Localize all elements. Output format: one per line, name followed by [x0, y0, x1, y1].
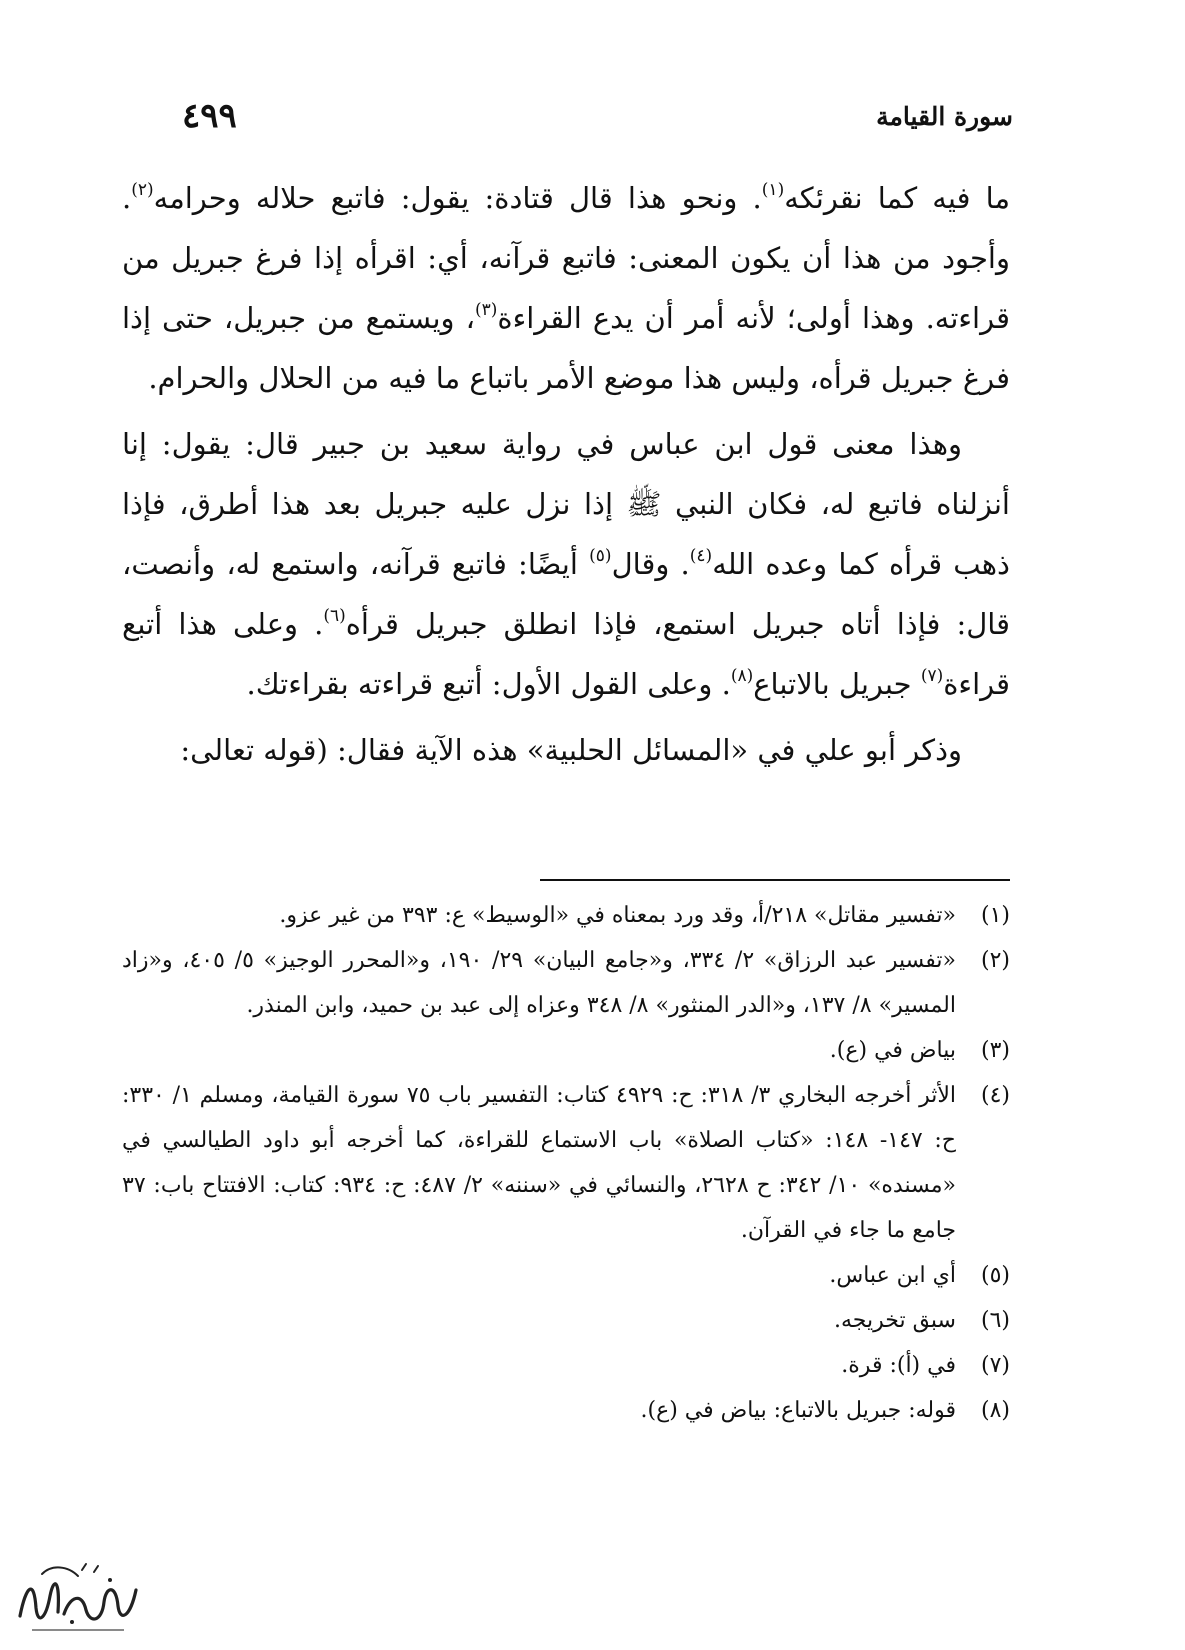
footnote-number: (٧) [980, 1353, 1010, 1378]
footnote-text: الأثر أخرجه البخاري ٣/ ٣١٨: ح: ٤٩٢٩ كتاب: التفسير باب ٧٥ سورة القيامة، ومسلم ١/ ٣٣٠: ح: ١٤٧- ١٤٨: «كتاب الصلاة» باب الاستماع للقراءة، كما أخرجه أبو داود الطيالسي في «مسنده» ١٠/ ٣٤٢: ح ٢٦٢٨، والنسائي في «سننه» ٢/ ٤٨٧: ح: ٩٣٤: كتاب: الافتتاح باب: ٣٧ جامع ما جاء في القرآن. [122, 1083, 957, 1243]
footnote-text: أي ابن عباس. [829, 1263, 956, 1288]
calligraphy-logo-icon [12, 1556, 144, 1638]
footnote-item [122, 1388, 1010, 1433]
footnote-text: قوله: جبريل بالاتباع: بياض في (ع). [640, 1398, 956, 1423]
footnote-number: (٤) [980, 1083, 1010, 1108]
text-span: . وقال [611, 547, 690, 581]
text-span: . وعلى هذا أتبع قراءة [122, 607, 1010, 701]
text-span: أيضًا: فاتبع قرآنه، واستمع له، وأنصت، قال: فإذا أتاه جبريل استمع، فإذا انطلق جبريل قرأه [122, 547, 1010, 641]
footnotes [122, 893, 1010, 1433]
text-span: ما فيه كما نقرئكه [784, 181, 1010, 215]
main-text [122, 168, 1010, 780]
footnote-number: (٣) [980, 1038, 1010, 1063]
footnote-ref-6: (٦) [323, 606, 346, 626]
surah-title: سورة القيامة [876, 102, 1013, 131]
text-span: . وأجود من هذا أن يكون المعنى: فاتبع قرآنه، أي: اقرأه إذا فرغ جبريل من قراءته. وهذا أولى؛ لأنه أمر أن يدع القراءة [122, 181, 1010, 335]
footnote-ref-4: (٤) [689, 546, 713, 566]
footnote-text: «تفسير عبد الرزاق» ٢/ ٣٣٤، و«جامع البيان» ٢٩/ ١٩٠، و«المحرر الوجيز» ٥/ ٤٠٥، و«زاد المسير» ٨/ ١٣٧، و«الدر المنثور» ٨/ ٣٤٨ وعزاه إلى عبد بن حميد، وابن المنذر. [122, 948, 957, 1018]
footnote-text: «تفسير مقاتل» ٢١٨/أ، وقد ورد بمعناه في «الوسيط» ع: ٣٩٣ من غير عزو. [279, 903, 956, 928]
footnote-ref-8: (٨) [730, 666, 754, 686]
text-span: جبريل بالاتباع [753, 667, 921, 701]
footnote-item [122, 893, 1010, 938]
page-number: ٤٩٩ [182, 96, 237, 136]
footnote-ref-5: (٥) [589, 546, 612, 566]
footnote-ref-3: (٣) [474, 300, 498, 320]
footnote-item [122, 1253, 1010, 1298]
footnote-number: (٢) [980, 948, 1010, 973]
text-span: ، ويستمع من جبريل، حتى إذا فرغ جبريل قرأه، وليس هذا موضع الأمر باتباع ما فيه من الحلال والحرام. [122, 301, 1010, 395]
footnote-ref-7: (٧) [920, 666, 944, 686]
paragraph-3: وذكر أبو علي في «المسائل الحلبية» هذه الآية فقال: (قوله تعالى: [180, 733, 962, 767]
footnote-item [122, 938, 1010, 1028]
footnote-text: بياض في (ع). [829, 1038, 956, 1063]
footnote-text: سبق تخريجه. [834, 1308, 956, 1333]
footnote-number: (١) [980, 903, 1010, 928]
text-span: وهذا معنى قول ابن عباس في رواية سعيد بن جبير قال: يقول: إنا أنزلناه فاتبع له، فكان النبي ﷺ إذا نزل عليه جبريل بعد هذا أطرق، فإذا ذهب قرأه كما وعده الله [122, 427, 1010, 581]
footnote-ref-2: (٢) [131, 180, 154, 200]
footnote-item [122, 1028, 1010, 1073]
text-span: . ونحو هذا قال قتادة: يقول: فاتبع حلاله وحرامه [153, 181, 762, 215]
library-stamp-logo-icon [12, 1556, 144, 1638]
footnote-item [122, 1298, 1010, 1343]
footnote-number: (٨) [980, 1398, 1010, 1423]
footnote-item [122, 1343, 1010, 1388]
footnote-ref-1: (١) [761, 180, 785, 200]
paragraph-1 [122, 168, 1010, 408]
footnote-number: (٥) [980, 1263, 1010, 1288]
footnote-item [122, 1073, 1010, 1253]
paragraph-2 [122, 414, 1010, 714]
footnote-text: في (أ): قرة. [841, 1353, 956, 1378]
text-span: . وعلى القول الأول: أتبع قراءته بقراءتك. [246, 667, 731, 701]
page-header [170, 96, 1013, 146]
footnote-number: (٦) [980, 1308, 1010, 1333]
footnote-divider [540, 879, 1010, 881]
